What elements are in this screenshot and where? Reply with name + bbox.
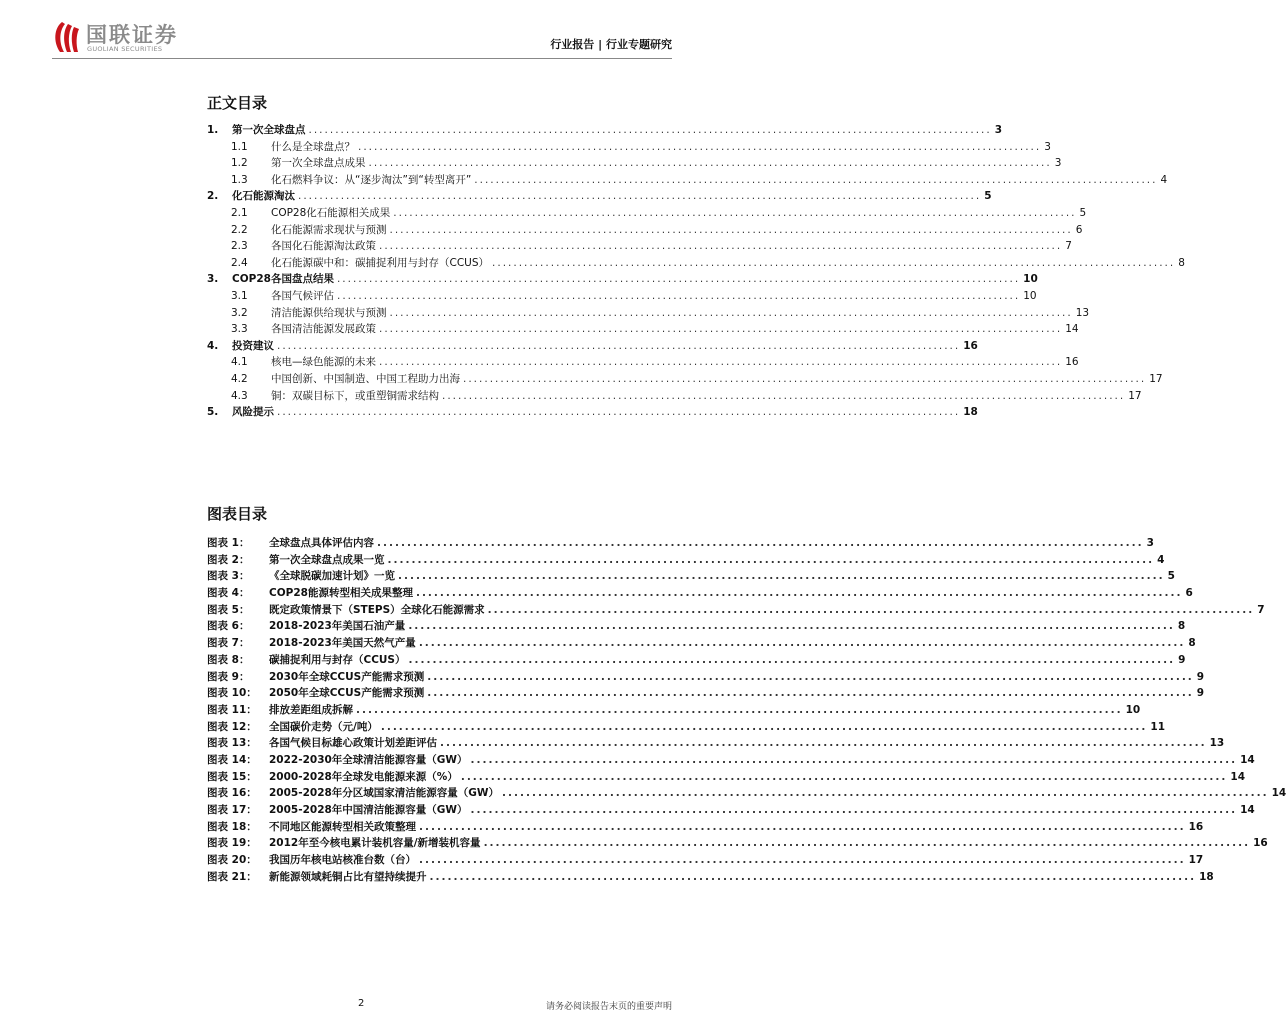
entry-number: 图表 5： [207,603,250,616]
entry-title: 第一次全球盘点 [232,124,306,136]
figure-entry[interactable] [207,585,1193,602]
entry-title: 既定政策情景下（STEPS）全球化石能源需求 [269,603,485,616]
leader-dots [393,207,1076,219]
entry-number: 1. [207,124,219,136]
toc-list [207,122,1185,421]
leader-dots [419,854,1186,866]
entry-page: 13 [1075,306,1090,319]
entry-page: 4 [1157,553,1165,566]
leader-dots [409,654,1176,666]
figure-entry[interactable] [207,819,1204,836]
entry-page: 17 [1188,854,1204,867]
entry-page: 4 [1160,173,1168,186]
entry-title: 2012年至今核电累计装机容量/新增装机容量 [269,837,481,850]
entry-title: 中国创新、中国制造、中国工程助力出海 [271,372,460,385]
entry-page: 7 [1257,603,1265,616]
leader-dots [337,290,1020,302]
entry-title: 新能源领域耗铜占比有望持续提升 [269,870,427,883]
toc-entry[interactable] [207,354,1079,371]
entry-page: 8 [1177,620,1186,633]
entry-page: 6 [1185,587,1193,600]
leader-dots [408,620,1175,632]
entry-number: 3.3 [231,323,248,336]
entry-page: 18 [963,406,978,419]
company-logo [52,18,212,58]
entry-page: 7 [1065,240,1072,253]
entry-number: 2.4 [231,256,248,269]
figure-entry[interactable] [207,852,1204,869]
entry-page: 10 [1023,273,1038,286]
leader-dots [369,157,1052,169]
entry-page: 9 [1196,670,1205,683]
entry-title: 各国气候评估 [271,289,334,302]
toc-entry[interactable] [207,222,1083,239]
figure-entry[interactable] [207,602,1265,619]
leader-dots [419,821,1186,833]
leader-dots [337,273,1020,285]
figure-entry[interactable] [207,835,1268,852]
entry-page: 14 [1271,787,1286,800]
entry-title: 2030年全球CCUS产能需求预测 [269,670,425,683]
entry-number: 图表 11： [207,703,257,716]
entry-number: 图表 12： [207,720,257,733]
entry-title: 什么是全球盘点？ [271,140,355,153]
entry-number: 2.3 [231,240,248,253]
entry-title: 核电—绿色能源的未来 [271,356,376,369]
figure-entry[interactable] [207,869,1214,886]
entry-number: 图表 3： [207,570,250,583]
entry-title: 2050年全球CCUS产能需求预测 [269,687,425,700]
entry-number: 图表 2： [207,553,250,566]
page-header [0,0,724,80]
entry-page: 11 [1150,720,1166,733]
leader-dots [471,804,1238,816]
entry-number: 图表 14： [207,753,257,766]
entry-number: 2.2 [231,223,248,236]
entry-page: 14 [1065,323,1079,336]
leader-dots [461,771,1228,783]
figure-entry[interactable] [207,752,1255,769]
leader-dots [277,406,960,418]
entry-page: 16 [1253,837,1268,850]
leader-dots [463,373,1146,385]
header-divider [52,58,672,59]
entry-number: 图表 8： [207,653,250,666]
entry-page: 16 [1188,820,1204,833]
toc-entry[interactable] [207,205,1087,222]
entry-number: 4.2 [231,372,248,385]
figure-entry[interactable] [207,769,1246,786]
leader-dots [427,671,1194,683]
leader-dots [440,737,1207,749]
disclaimer-note: 请务必阅读报告末页的重要声明 [545,1002,672,1012]
entry-title: 化石能源碳中和：碳捕捉利用与封存（CCUS） [271,256,490,269]
entry-number: 图表 21： [207,870,257,883]
leader-dots [377,537,1144,549]
entry-title: 排放差距组成拆解 [269,703,353,716]
entry-title: 我国历年核电站核准台数（台） [269,854,416,867]
leader-dots [277,340,960,352]
entry-page: 3 [1054,157,1062,170]
entry-number: 2.1 [231,206,248,219]
entry-page: 17 [1128,389,1142,402]
leader-dots [484,837,1251,849]
leader-dots [379,356,1062,368]
entry-page: 17 [1149,372,1163,385]
entry-number: 图表 1： [207,537,250,549]
leader-dots [298,190,981,202]
entry-number: 3. [207,273,219,286]
entry-page: 3 [994,124,1003,136]
entry-number: 5. [207,406,219,419]
toc-entry[interactable] [207,188,992,205]
entry-number: 图表 6： [207,620,250,633]
entry-title: 2005-2028年分区域国家清洁能源容量（GW） [269,787,500,800]
leader-dots [390,307,1073,319]
logo-mark-icon [52,18,82,56]
figure-entry[interactable] [207,735,1225,752]
leader-dots [502,787,1269,799]
toc-entry[interactable] [207,271,1038,288]
entry-title: 第一次全球盘点成果 [271,157,366,170]
entry-page: 8 [1188,637,1196,650]
entry-number: 图表 16： [207,787,257,800]
leader-dots [430,871,1197,883]
entry-number: 图表 4： [207,587,250,600]
entry-number: 图表 18： [207,820,257,833]
entry-page: 16 [963,339,978,352]
entry-page: 14 [1230,770,1246,783]
leader-dots [356,704,1123,716]
entry-title: 化石能源淘汰 [232,190,295,203]
leader-dots [419,637,1186,649]
entry-title: 各国化石能源淘汰政策 [271,240,376,253]
entry-title: 2018-2023年美国天然气产量 [269,637,416,650]
entry-page: 5 [1167,570,1175,583]
entry-number: 图表 13： [207,737,257,750]
entry-title: COP28能源转型相关成果整理 [269,587,413,600]
toc-entry[interactable] [207,388,1142,405]
toc-entry[interactable] [207,139,1051,156]
entry-page: 14 [1240,804,1255,816]
toc-entry[interactable] [207,155,1062,172]
leader-dots [492,257,1175,269]
entry-number: 1.3 [231,173,248,186]
leader-dots [379,323,1062,335]
entry-title: 化石燃料争议：从“逐步淘汰”到“转型离开” [271,173,472,186]
entry-number: 图表 7： [207,637,250,650]
entry-page: 5 [984,190,992,203]
leader-dots [379,240,1062,252]
page-number: 2 [358,998,365,1009]
entry-title: 不同地区能源转型相关政策整理 [269,820,416,833]
toc-entry[interactable] [207,288,1037,305]
logo-text-en: GUOLIAN SECURITIES [87,45,163,53]
entry-title: 第一次全球盘点成果一览 [269,553,385,566]
entry-title: 2022-2030年全球清洁能源容量（GW） [269,753,468,766]
logo-text-cn: 国联证券 [86,23,178,47]
entry-title: 化石能源需求现状与预测 [271,223,387,236]
leader-dots [309,124,992,136]
entry-number: 3.1 [231,289,248,302]
entry-number: 4. [207,339,219,352]
entry-title: 2018-2023年美国石油产量 [269,620,406,633]
figure-entry[interactable] [207,535,1154,552]
entry-page: 6 [1075,223,1083,236]
toc-entry[interactable] [207,371,1163,388]
figure-entry[interactable] [207,652,1186,669]
leader-dots [416,587,1183,599]
entry-number: 图表 10： [207,687,257,700]
figure-entry[interactable] [207,802,1255,819]
leader-dots [388,554,1155,566]
toc-entry[interactable] [207,255,1185,272]
leader-dots [442,390,1125,402]
entry-number: 3.2 [231,306,248,319]
entry-number: 图表 20： [207,854,257,867]
entry-title: 投资建议 [232,339,274,352]
entry-title: 2000-2028年全球发电能源来源（%） [269,770,458,783]
entry-title: 全球盘点具体评估内容 [269,537,374,549]
figure-entry[interactable] [207,635,1196,652]
figure-entry[interactable] [207,568,1175,585]
leader-dots [381,721,1148,733]
toc-entry[interactable] [207,122,1003,139]
leader-dots [474,174,1157,186]
entry-title: 铜：双碳目标下，或重塑铜需求结构 [271,389,439,402]
entry-page: 14 [1240,753,1255,766]
figure-entry[interactable] [207,719,1166,736]
entry-title: 各国气候目标雄心政策计划差距评估 [269,737,437,750]
leader-dots [471,754,1238,766]
entry-title: 全国碳价走势（元/吨） [269,720,378,733]
entry-number: 2. [207,190,219,203]
entry-title: COP28化石能源相关成果 [271,206,391,219]
entry-title: 碳捕捉利用与封存（CCUS） [269,653,406,666]
entry-page: 18 [1199,870,1214,883]
leader-dots [390,224,1073,236]
figure-entry[interactable] [207,785,1286,802]
entry-number: 图表 17： [207,804,257,816]
figure-entry[interactable] [207,618,1186,635]
leader-dots [488,604,1255,616]
entry-page: 5 [1079,206,1087,219]
entry-number: 图表 9： [207,670,250,683]
figures-list [207,535,1286,885]
entry-page: 13 [1209,737,1225,750]
toc-heading: 正文目录 [207,94,268,112]
entry-number: 1.2 [231,157,248,170]
entry-number: 4.3 [231,389,248,402]
entry-page: 9 [1196,687,1205,700]
entry-title: 2005-2028年中国清洁能源容量（GW） [269,804,468,816]
entry-number: 图表 19： [207,837,257,850]
figure-entry[interactable] [207,669,1205,686]
toc-entry[interactable] [207,404,978,421]
entry-page: 3 [1044,140,1051,153]
entry-page: 16 [1065,356,1079,369]
entry-page: 3 [1146,537,1154,549]
leader-dots [427,687,1194,699]
toc-entry[interactable] [207,321,1079,338]
entry-title: COP28各国盘点结果 [232,273,334,286]
entry-page: 10 [1023,289,1037,302]
entry-title: 各国清洁能源发展政策 [271,323,376,336]
figure-entry[interactable] [207,685,1205,702]
entry-page: 10 [1125,703,1141,716]
toc-entry[interactable] [207,338,978,355]
figure-entry[interactable] [207,552,1165,569]
entry-page: 8 [1178,256,1185,269]
toc-entry[interactable] [207,238,1072,255]
figures-heading: 图表目录 [207,505,268,523]
leader-dots [398,570,1165,582]
toc-entry[interactable] [207,172,1168,189]
entry-number: 4.1 [231,356,248,369]
entry-title: 清洁能源供给现状与预测 [271,306,387,319]
entry-page: 9 [1178,653,1186,666]
entry-title: 《全球脱碳加速计划》一览 [269,570,395,583]
toc-entry[interactable] [207,305,1090,322]
entry-title: 风险提示 [232,406,274,419]
entry-number: 图表 15： [207,770,257,783]
leader-dots [358,141,1041,153]
entry-number: 1.1 [231,140,248,153]
report-type-label: 行业报告 | 行业专题研究 [550,38,672,51]
figure-entry[interactable] [207,702,1141,719]
